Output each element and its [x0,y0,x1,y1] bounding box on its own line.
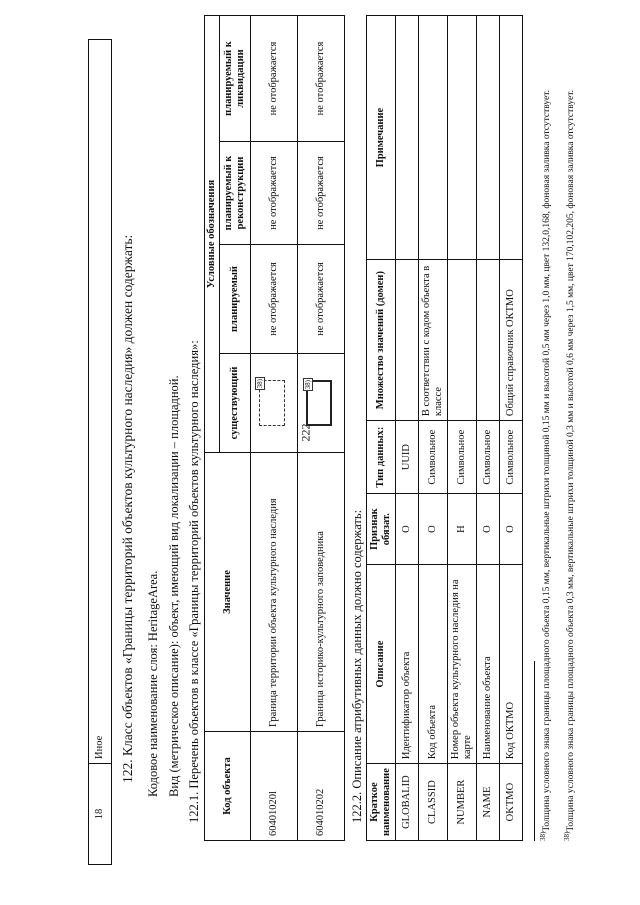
table-row [500,16,523,841]
header-existing: существующий [220,354,251,453]
layer-name: Кодовое наименование слоя: HeritageArea. [146,570,160,797]
attr-set: В соответствии с кодом объекта в классе [419,260,448,421]
attr-note [477,16,500,260]
attr-note [500,16,523,260]
attr-type: UUID [396,421,419,494]
existing-symbol-cell [298,354,345,453]
page-number: 222 [298,423,313,442]
section-1-title: 122.1. Перечень объектов в классе «Границы территорий объектов культурного наследия»: [187,340,201,823]
header-object-code: Код объекта [205,732,251,841]
footnote-tag: 38) [304,380,312,390]
header-note: Примечание [367,16,396,260]
attr-short: NUMBER [448,764,477,841]
attr-short: NAME [477,764,500,841]
table-row [477,16,500,841]
header-planned: планируемый [220,245,251,354]
planned-cell: не отображается [251,245,298,354]
header-required-flag: Признак обязат. [367,494,396,565]
footnote-1 [538,15,553,841]
object-value: Граница историко-культурного заповедника [298,453,345,732]
attr-set [477,260,500,421]
attr-note [396,16,419,260]
attr-type: Символьное [419,421,448,494]
geometry-type: Вид (метрическое описание): объект, имеющий вид локализации – площадной. [167,375,181,797]
attr-desc: Наименование объекта [477,565,500,764]
attr-flag: О [477,494,500,565]
footnote-2 [562,15,577,841]
attr-flag: О [396,494,419,565]
object-code: 60401020l [251,732,298,841]
attr-set [448,260,477,421]
planned-cell: не отображается [298,245,345,354]
top-row-table [88,39,112,865]
footnote-tag: 38) [256,379,264,389]
footnote-1-mark: 38) [539,831,547,841]
row-text: Иное [89,40,112,764]
object-code: 604010202 [298,732,345,841]
objects-table [204,15,345,841]
footnote-1-text: Толщина условного знака границы площадного объекта 0,15 мм, вертикальные штрихи толщиной 0,15 мм и высотой 0,5 мм через 1,0 мм, цвет 132,0,168, фоновая заливка отсутствует. [542,89,553,832]
attr-desc: Идентификатор объекта [396,565,419,764]
attributes-table [366,15,523,841]
section-2-title: 122.2. Описание атрибутивных данных должно содержать: [350,509,364,823]
existing-symbol-cell [251,354,298,453]
table-row [251,16,298,841]
table-row [298,16,345,841]
attr-short: GLOBALID [396,764,419,841]
table-row [448,16,477,841]
attr-set [396,260,419,421]
solid-boundary-symbol [306,380,332,426]
attr-desc: Код объекта [419,565,448,764]
row-number: 18 [89,764,112,865]
attr-flag: Н [448,494,477,565]
header-liquidation: планируемый к ликвидации [220,16,251,142]
liquidation-cell: не отображается [298,16,345,142]
attr-desc: Код ОКТМО [500,565,523,764]
attr-note [448,16,477,260]
attr-set: Общий справочник ОКТМО [500,260,523,421]
attr-type: Символьное [477,421,500,494]
liquidation-cell: не отображается [251,16,298,142]
attr-flag: О [500,494,523,565]
header-reconstruction: планируемый к реконструкции [220,142,251,245]
section-heading: 122. Класс объектов «Границы территорий объектов культурного наследия» должен содержать: [120,234,135,783]
attr-note [419,16,448,260]
footnote-divider [534,661,535,841]
table-row [419,16,448,841]
header-data-type: Тип данных: [367,421,396,494]
header-short-name: Краткое наименование [367,764,396,841]
attr-desc: Номер объекта культурного наследия на карте [448,565,477,764]
header-value-set: Множество значений (домен) [367,260,396,421]
object-value: Граница территории объекта культурного наследия [251,453,298,732]
attr-flag: О [419,494,448,565]
footnote-2-text: Толщина условного знака границы площадного объекта 0,3 мм, вертикальные штрихи толщиной 0,3 мм и высотой 0,6 мм через 1,5 мм, цвет 170,102,205, фоновая заливка отсутствует. [566,89,577,832]
attr-short: OKTMO [500,764,523,841]
footnote-2-mark: 38) [563,831,571,841]
header-value: Значение [205,453,251,732]
attr-type: Символьное [448,421,477,494]
table-row [396,16,419,841]
header-description: Описание [367,565,396,764]
attr-type: Символьное [500,421,523,494]
attr-short: CLASSID [419,764,448,841]
reconstruction-cell: не отображается [251,142,298,245]
dashed-boundary-symbol [256,379,285,426]
reconstruction-cell: не отображается [298,142,345,245]
header-symbols: Условные обозначения [205,16,220,453]
